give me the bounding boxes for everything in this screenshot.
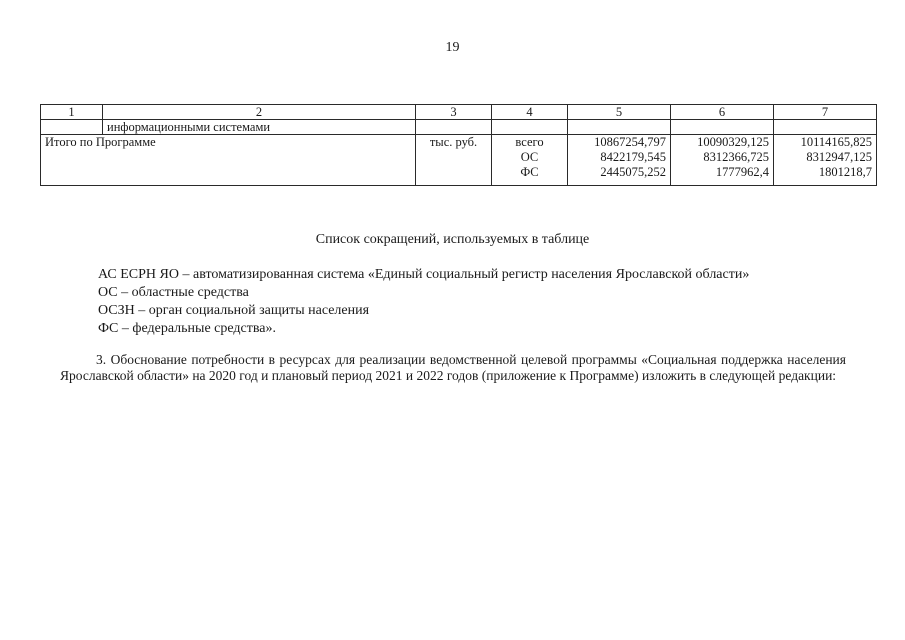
abbreviation-item: ФС – федеральные средства». [98, 321, 276, 336]
value-federal: 1777962,4 [715, 165, 769, 179]
source-regional: ОС [520, 150, 539, 164]
value-federal: 2445075,252 [600, 165, 666, 179]
source-total: всего [515, 135, 544, 149]
paragraph-3: 3. Обоснование потребности в ресурсах для реализации ведомственной целевой программы «Социальная поддержка населения Ярославской области» на 2020 год и плановый период 2021 и 2022 годов (приложение к Программе) изложить в следующей редакции: [60, 352, 846, 383]
header-cell: 3 [416, 105, 492, 120]
abbreviations-title: Список сокращений, используемых в таблице [315, 232, 590, 247]
budget-table [40, 104, 877, 186]
table-cell [568, 120, 671, 135]
value-regional: 8312366,725 [703, 150, 769, 164]
table-cell [492, 120, 568, 135]
value-total: 10867254,797 [594, 135, 666, 149]
value-regional: 8422179,545 [600, 150, 666, 164]
page-number: 19 [445, 40, 460, 55]
abbreviation-item: АС ЕСРН ЯО – автоматизированная система «Единый социальный регистр населения Ярославской области» [98, 267, 750, 282]
table-header-row [41, 105, 877, 120]
source-federal: ФС [520, 165, 539, 179]
table-cell [41, 120, 103, 135]
year-2022-cell [774, 135, 877, 186]
table-cell [671, 120, 774, 135]
header-cell: 4 [492, 105, 568, 120]
value-total: 10114165,825 [800, 135, 872, 149]
year-2021-cell [671, 135, 774, 186]
table-cell: информационными системами [103, 120, 416, 135]
header-cell: 1 [41, 105, 103, 120]
table-row [41, 120, 877, 135]
value-total: 10090329,125 [697, 135, 769, 149]
total-label: Итого по Программе [41, 135, 416, 186]
header-cell: 2 [103, 105, 416, 120]
source-cell [492, 135, 568, 186]
value-regional: 8312947,125 [806, 150, 872, 164]
table-cell [774, 120, 877, 135]
unit-cell: тыс. руб. [416, 135, 492, 186]
header-cell: 5 [568, 105, 671, 120]
abbreviations-list [98, 266, 749, 338]
abbreviation-item: ОС – областные средства [98, 285, 249, 300]
table-cell [416, 120, 492, 135]
total-row [41, 135, 877, 186]
header-cell: 6 [671, 105, 774, 120]
year-2020-cell [568, 135, 671, 186]
value-federal: 1801218,7 [818, 165, 872, 179]
header-cell: 7 [774, 105, 877, 120]
abbreviation-item: ОСЗН – орган социальной защиты населения [98, 303, 370, 318]
